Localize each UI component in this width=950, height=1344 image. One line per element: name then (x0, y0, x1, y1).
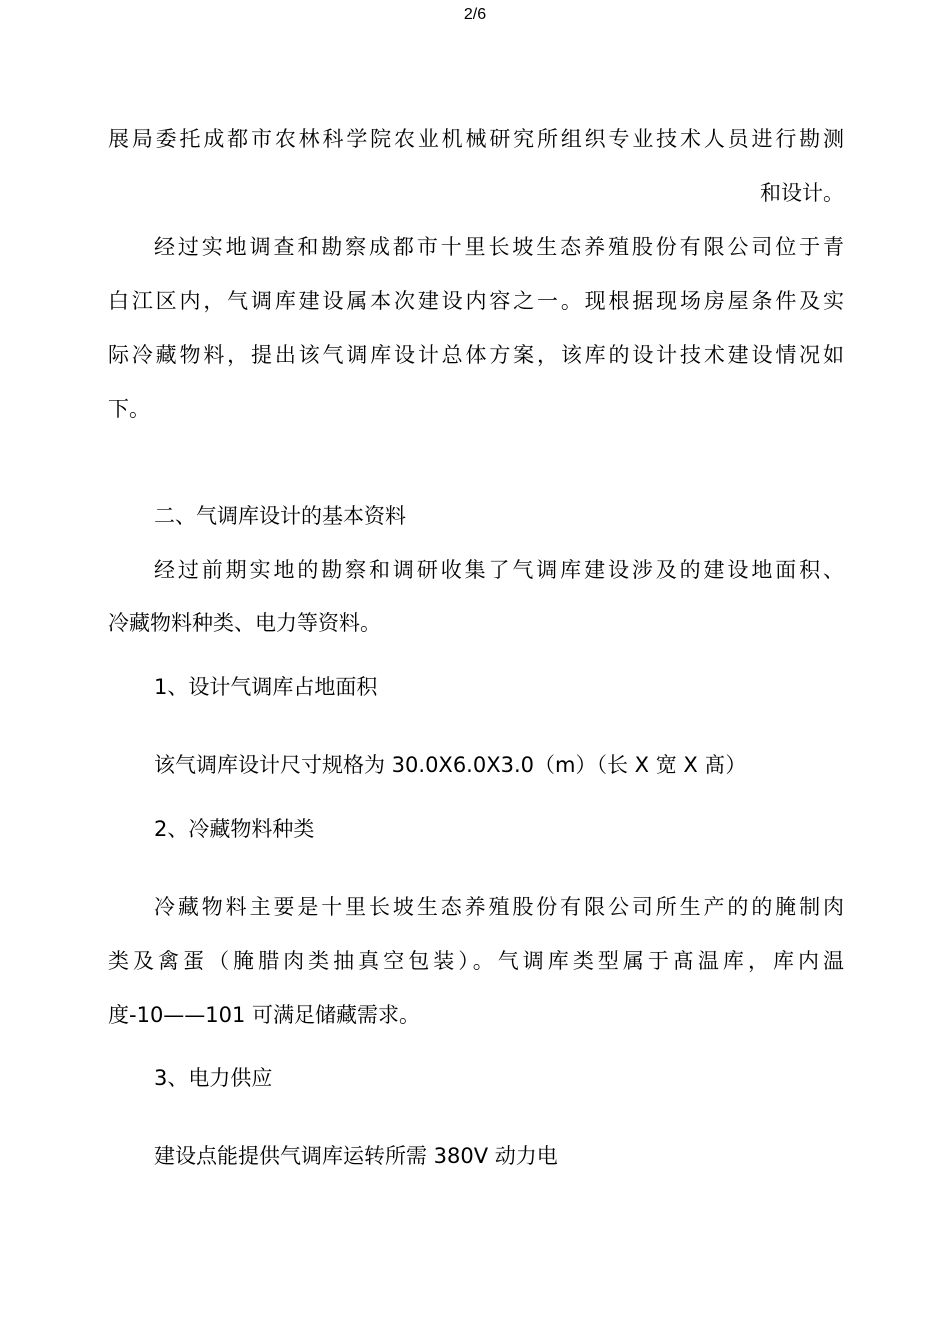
section2-intro-line-2: 冷藏物料种类、电力等资料。 (108, 611, 381, 635)
section2-heading: 二、气调库设计的基本资料 (154, 504, 406, 528)
page-number: 2/6 (463, 6, 487, 23)
intro-line-1: 展局委托成都市农林科学院农业机械研究所组织专业技术人员进行勘测 (108, 127, 844, 151)
item3-text: 建设点能提供气调库运转所需 380V 动力电 (154, 1144, 558, 1168)
intro-line-2: 和设计。 (760, 181, 844, 205)
para1-line-3: 际冷藏物料，提出该气调库设计总体方案，该库的设计技术建设情况如 (108, 343, 844, 367)
item1-text: 该气调库设计尺寸规格为 30.0X6.0X3.0（m）（长 X 宽 X 髙） (154, 753, 747, 777)
item2-line-1: 冷藏物料主要是十里长坡生态养殖股份有限公司所生产的的腌制肉 (154, 895, 844, 919)
item2-heading: 2、冷藏物料种类 (154, 817, 315, 841)
section2-intro-line-1: 经过前期实地的勘察和调研收集了气调库建设涉及的建设地面积、 (154, 558, 844, 582)
item2-line-2: 类及禽蛋（腌腊肉类抽真空包装）。气调库类型属于髙温库，库内温 (108, 949, 844, 973)
para1-line-4: 下。 (108, 397, 150, 421)
item2-line-3: 度-10——101 可满足储藏需求。 (108, 1003, 421, 1027)
para1-line-1: 经过实地调查和勘察成都市十里长坡生态养殖股份有限公司位于青 (154, 235, 844, 259)
item3-heading: 3、电力供应 (154, 1066, 273, 1090)
para1-line-2: 白江区内，气调库建设属本次建设内容之一。现根据现场房屋条件及实 (108, 289, 844, 313)
item1-heading: 1、设计气调库占地面积 (154, 675, 378, 699)
